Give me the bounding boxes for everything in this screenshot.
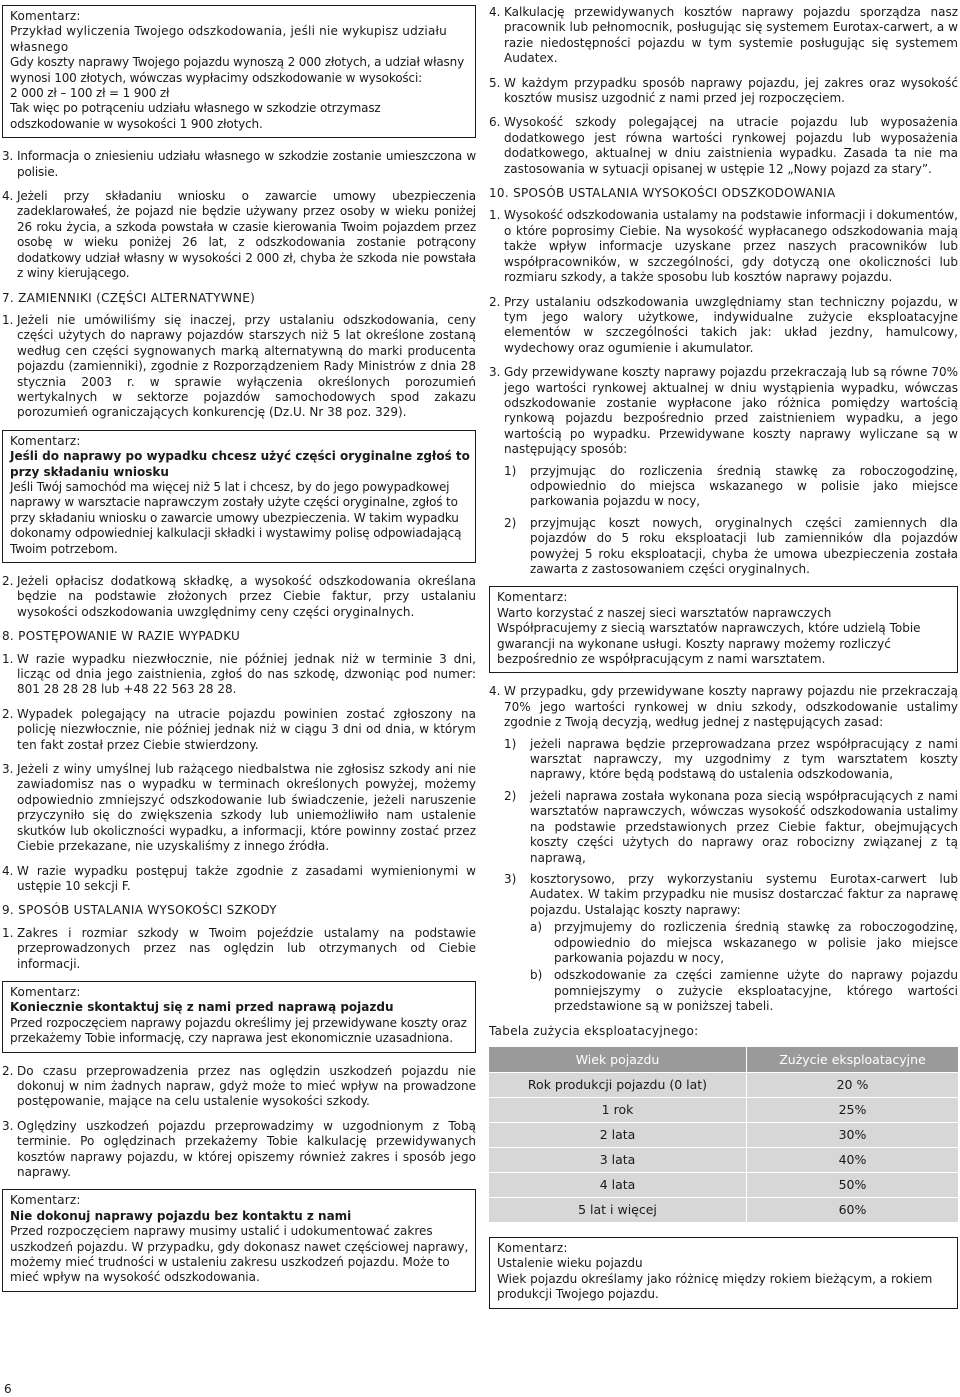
paragraph-number: 2. bbox=[2, 1063, 14, 1078]
comment-text: Współpracujemy z siecią warsztatów naprawczych, które udzielą Tobie gwarancji na wykonane usługi. Koszty naprawy możemy rozliczyć bezpośrednio ze współpracującym z nami warsztatem. bbox=[497, 621, 921, 667]
table-cell: 40% bbox=[747, 1147, 959, 1172]
numbered-paragraph bbox=[489, 365, 958, 577]
sub-item bbox=[504, 737, 958, 783]
paragraph-number: 4. bbox=[2, 189, 14, 204]
paragraph-body bbox=[504, 684, 958, 1014]
paragraph-text: Jeżeli z winy umyślnej lub rażącego niedbalstwa nie zgłosisz szkody ani nie zawiadomisz nas o wypadku w terminach określonych powyżej, możemy odpowiednio zmniejszyć odszkodowanie lub świadczenie, jeżeli naruszenie przyczyniło się do zwiększenia szkody lub uniemożliwiło nam ustalenie skutków lub okoliczności wypadku, a informacji, które powinny zostać przez Ciebie przekazane, nie uzyskaliśmy z innego źródła. bbox=[17, 762, 476, 854]
paragraph-number: 1. bbox=[2, 651, 14, 666]
paragraph-text: Wypadek polegający na utracie pojazdu powinien zostać zgłoszony na policję niezwłocznie, nie później jednak niż w ciągu 3 dni od dnia, w którym ten fakt został przez Ciebie stwierdzony. bbox=[17, 706, 476, 752]
numbered-paragraph bbox=[489, 76, 958, 107]
numbered-paragraph bbox=[2, 574, 476, 620]
paragraph-text: W razie wypadku postępuj także zgodnie z zasadami wymienionymi w ustępie 10 sekcji F. bbox=[17, 863, 476, 893]
table-cell: Rok produkcji pojazdu (0 lat) bbox=[489, 1072, 747, 1097]
sub-item-number: 3) bbox=[504, 871, 517, 886]
table-row bbox=[489, 1147, 958, 1172]
numbered-paragraph bbox=[2, 1119, 476, 1181]
paragraph-text: Zakres i rozmiar szkody w Twoim pojeździe ustalamy na podstawie przeprowadzonych przez nas oględzin lub otrzymanych od Ciebie informacji. bbox=[17, 925, 476, 971]
comment-label: Komentarz: bbox=[10, 1193, 81, 1208]
paragraph-number: 2. bbox=[2, 574, 14, 588]
comment-title: Ustalenie wieku pojazdu bbox=[497, 1256, 643, 1271]
table-cell: 1 rok bbox=[489, 1097, 747, 1122]
paragraph-number: 4. bbox=[489, 5, 501, 19]
paragraph-text: Do czasu przeprowadzenia przez nas oględzin uszkodzeń pojazdu nie dokonuj w nim żadnych napraw, gdyż może to mieć wpływ na prowadzone postępowanie, mające na celu ustalenie wysokości szkody. bbox=[17, 1063, 476, 1109]
comment-text: Przed rozpoczęciem naprawy pojazdu określimy jej przewidywane koszty oraz przekażemy Tobie informację, czy naprawa jest ekonomicznie uzasadniona. bbox=[10, 1015, 467, 1046]
paragraph-text: Jeżeli nie umówiliśmy się inaczej, przy ustalaniu odszkodowania, ceny części użytych do naprawy pojazdów starszych niż 5 lat określone zostaną według cen części sygnowanych marką alternatywną do marki producenta pojazdu (zamienniki), zgodnie z Rozporządzeniem Rady Ministrów z dnia 28 stycznia 2003 r. w sprawie wyłączenia określonych porozumień wertykalnych w sektorze pojazdów samochodowych spod zakazu porozumień ograniczających konkurencję (Dz.U. Nr 38 poz. 329). bbox=[17, 312, 476, 420]
table-row bbox=[489, 1122, 958, 1147]
sub-item-text: jeżeli naprawa będzie przeprowadzana przez współpracujący z nami warsztat naprawczy, my uzgodnimy z tym warsztatem koszty naprawy, które będą podstawą do ustalenia odszkodowania, bbox=[530, 736, 958, 782]
table-row bbox=[489, 1172, 958, 1197]
comment-title: Warto korzystać z naszej sieci warsztatów naprawczych bbox=[497, 605, 832, 620]
table-cell: 20 % bbox=[747, 1072, 959, 1097]
paragraph-text: Informacja o zniesieniu udziału własnego w szkodzie zostanie umieszczona w polisie. bbox=[17, 149, 476, 179]
comment-box-example bbox=[2, 5, 476, 138]
left-column bbox=[2, 5, 476, 1303]
numbered-paragraph bbox=[2, 707, 476, 753]
comment-text: Przed rozpoczęciem naprawy musimy ustalić i udokumentować zakres uszkodzeń pojazdu. W przypadku, gdy dokonasz nawet częściowej naprawy, możemy mieć trudności w ustaleniu zakresu uszkodzeń pojazdu. Może to mieć wpływ na wysokość odszkodowania. bbox=[10, 1224, 469, 1285]
numbered-paragraph bbox=[2, 313, 476, 421]
paragraph-number: 3. bbox=[2, 1118, 14, 1133]
paragraph-text: Kalkulację przewidywanych kosztów naprawy pojazdu sporządza nasz pracownik lub pełnomocnik, posługując się systemem Eurotax-carwert, a w razie niedostępności pojazdu w tym systemie posługując się systemem Audatex. bbox=[504, 5, 958, 66]
comment-text: Tak więc po potrąceniu udziału własnego w szkodzie otrzymasz odszkodowanie w wysokości 1 900 złotych. bbox=[10, 101, 381, 131]
sub-sub-item-text: odszkodowanie za części zamienne użyte do naprawy pojazdu pomniejszymy o zużycie eksploatacyjne, którego wartości przedstawione są w poniższej tabeli. bbox=[554, 968, 958, 1014]
table-row bbox=[489, 1072, 958, 1097]
numbered-paragraph bbox=[2, 864, 476, 895]
paragraph-number: 1. bbox=[2, 925, 14, 940]
comment-label: Komentarz: bbox=[10, 984, 81, 999]
sub-item-text: przyjmując do rozliczenia średnią stawkę za roboczogodzinę, odpowiednio do miejsca wskazanego w polisie jako miejsce parkowania pojazdu w nocy, bbox=[530, 463, 958, 509]
comment-box-contact-before-repair bbox=[2, 981, 476, 1053]
comment-box-original-parts bbox=[2, 430, 476, 563]
numbered-paragraph bbox=[2, 189, 476, 281]
sub-item-number: 1) bbox=[504, 463, 517, 478]
section-heading-8: 8. POSTĘPOWANIE W RAZIE WYPADKU bbox=[2, 629, 241, 644]
table-cell: 5 lat i więcej bbox=[489, 1197, 747, 1222]
numbered-paragraph bbox=[489, 115, 958, 177]
paragraph-number: 5. bbox=[489, 75, 501, 90]
table-header: Wiek pojazdu bbox=[489, 1047, 747, 1073]
sub-item-text: przyjmując koszt nowych, oryginalnych części zamiennych dla pojazdów do 5 roku eksploatacji lub zamienników dla pojazdów powyżej 5 roku eksploatacji, chyba że umowa ubezpieczenia została zawarta z zastosowaniem części oryginalnych. bbox=[530, 515, 958, 576]
paragraph-text: W każdym przypadku sposób naprawy pojazdu, jej zakres oraz wysokość kosztów musisz uzgodnić z nami przed jej rozpoczęciem. bbox=[504, 75, 958, 106]
numbered-paragraph bbox=[2, 926, 476, 972]
comment-title: Przykład wyliczenia Twojego odszkodowania, jeśli nie wykupisz udziału własnego bbox=[10, 24, 447, 54]
section-heading-7: 7. ZAMIENNIKI (CZĘŚCI ALTERNATYWNE) bbox=[2, 290, 256, 305]
comment-box-vehicle-age bbox=[489, 1237, 958, 1309]
paragraph-number: 3. bbox=[2, 762, 14, 777]
numbered-paragraph bbox=[489, 5, 958, 67]
numbered-paragraph bbox=[2, 149, 476, 180]
table-cell: 60% bbox=[747, 1197, 959, 1222]
table-row bbox=[489, 1097, 958, 1122]
comment-label: Komentarz: bbox=[10, 433, 81, 448]
comment-title: Koniecznie skontaktuj się z nami przed naprawą pojazdu bbox=[10, 1000, 394, 1015]
numbered-paragraph bbox=[2, 652, 476, 698]
table-cell: 2 lata bbox=[489, 1122, 747, 1147]
table-row bbox=[489, 1197, 958, 1222]
paragraph-number: 4. bbox=[2, 863, 14, 878]
paragraph-text: Oględziny uszkodzeń pojazdu przeprowadzimy w uzgodnionym z Tobą terminie. Po oględzinach przekażemy Tobie kalkulację przewidywanych kosztów naprawy pojazdu, w której opiszemy również zakres i sposób jego naprawy. bbox=[17, 1118, 476, 1179]
sub-item-body bbox=[530, 872, 958, 1015]
paragraph-text: Gdy przewidywane koszty naprawy pojazdu przekraczają lub są równe 70% jego wartości rynkowej aktualnej w dniu wystąpienia wypadku, wówczas odszkodowanie zostanie wypłacone jako różnica pomiędzy wartością rynkową pojazdu bezpośrednio przed zaistnieniem wypadku, a jego wartością po wypadku. Przewidywane koszty naprawy wyliczane są w następujący sposób: bbox=[504, 365, 958, 457]
paragraph-number: 3. bbox=[2, 149, 14, 164]
paragraph-text: Jeżeli opłacisz dodatkową składkę, a wysokość odszkodowania określana będzie na podstawie złożonych przez Ciebie faktur, przy ustalaniu wysokości odszkodowania uwzględnimy ceny części oryginalnych. bbox=[17, 574, 476, 619]
numbered-paragraph bbox=[2, 1064, 476, 1110]
sub-sub-item-text: przyjmujemy do rozliczenia średnią stawkę za roboczogodzinę, odpowiednio do miejsca wskazanego w polisie jako miejsce parkowania pojazdu w nocy, bbox=[554, 920, 958, 965]
section-heading-10: 10. SPOSÓB USTALANIA WYSOKOŚCI ODSZKODOWANIA bbox=[489, 186, 836, 201]
paragraph-text: Wysokość szkody polegającej na utracie pojazdu lub wyposażenia dodatkowego jest równa wartości rynkowej pojazdu lub wyposażenia dodatkowego, aktualnej w dniu zaistnienia wypadku. Zasada ta nie ma zastosowania w sytuacji opisanej w ustępie 12 „Nowy pojazd za stary”. bbox=[504, 115, 958, 176]
page-number: 6 bbox=[4, 1382, 12, 1396]
table-cell: 4 lata bbox=[489, 1172, 747, 1197]
paragraph-text: W przypadku, gdy przewidywane koszty naprawy pojazdu nie przekraczają 70% jego wartości rynkowej w dniu szkody, odszkodowanie ustalimy zgodnie z Twoją decyzją, według jednej z następujących zasad: bbox=[504, 684, 958, 730]
paragraph-number: 3. bbox=[489, 365, 501, 380]
comment-label: Komentarz: bbox=[497, 1240, 568, 1255]
sub-item bbox=[504, 464, 958, 510]
table-cell: 3 lata bbox=[489, 1147, 747, 1172]
sub-sub-item-letter: a) bbox=[530, 920, 543, 935]
sub-item-text: kosztorysowo, przy wykorzystaniu systemu Eurotax-carwert lub Audatex. W takim przypadku nie musisz dostarczać faktur za naprawę pojazdu. Ustalając koszty naprawy: bbox=[530, 871, 958, 917]
table-header-row bbox=[489, 1047, 958, 1073]
numbered-paragraph bbox=[489, 208, 958, 285]
table-cell: 50% bbox=[747, 1172, 959, 1197]
paragraph-number: 2. bbox=[2, 706, 14, 721]
sub-item-number: 2) bbox=[504, 515, 517, 530]
section-heading-9: 9. SPOSÓB USTALANIA WYSOKOŚCI SZKODY bbox=[2, 903, 277, 918]
paragraph-text: Jeżeli przy składaniu wniosku o zawarcie umowy ubezpieczenia zadeklarowałeś, że pojazd nie będzie używany przez osoby w wieku poniżej 26 roku życia, a szkoda powstała w czasie kierowania Twoim pojazdem przez osobę w wieku poniżej 26 lat, z odszkodowania zostanie potrącony dodatkowy udział własny w wysokości 2 000 zł, chyba że szkoda nie powstała z winy kierującego. bbox=[17, 189, 476, 281]
comment-text: 2 000 zł – 100 zł = 1 900 zł bbox=[10, 86, 170, 101]
sub-item-number: 1) bbox=[504, 736, 517, 751]
sub-sub-item bbox=[530, 920, 958, 966]
sub-item bbox=[504, 872, 958, 1015]
comment-title: Jeśli do naprawy po wypadku chcesz użyć części oryginalne zgłoś to przy składaniu wniosku bbox=[10, 449, 470, 479]
table-header: Zużycie eksploatacyjne bbox=[747, 1047, 959, 1073]
paragraph-body bbox=[504, 365, 958, 577]
sub-item bbox=[504, 789, 958, 866]
numbered-paragraph bbox=[489, 684, 958, 1014]
comment-box-no-repair-without-contact bbox=[2, 1189, 476, 1291]
paragraph-number: 1. bbox=[489, 208, 501, 223]
comment-label: Komentarz: bbox=[10, 9, 81, 23]
comment-label: Komentarz: bbox=[497, 590, 568, 605]
paragraph-number: 2. bbox=[489, 294, 501, 309]
table-cell: 30% bbox=[747, 1122, 959, 1147]
comment-text: Wiek pojazdu określamy jako różnicę między rokiem bieżącym, a rokiem produkcji Twojego pojazdu. bbox=[497, 1271, 933, 1302]
paragraph-text: W razie wypadku niezwłocznie, nie później jednak niż w terminie 3 dni, licząc od dnia jego zaistnienia, zgłoś do nas szkodę, dzwoniąc pod numer: 801 28 28 28 lub +48 22 563 28 28. bbox=[17, 651, 476, 697]
comment-text: Jeśli Twój samochód ma więcej niż 5 lat i chcesz, by do jego powypadkowej naprawy w warsztacie naprawczym zostały użyte części oryginalne, zgłoś to przy składaniu wniosku o zawarcie umowy ubezpieczenia. W takim wypadku dokonamy odpowiedniej kalkulacji składki i wystawimy polisę odpowiadającą Twoim potrzebom. bbox=[10, 479, 462, 556]
sub-item-number: 2) bbox=[504, 788, 517, 803]
paragraph-text: Przy ustalaniu odszkodowania uwzględniamy stan techniczny pojazdu, w tym jego walory użytkowe, indywidualne zużycie eksploatacyjne elementów w szczególności takich jak: układ jezdny, hamulcowy, wydechowy oraz ogumienie i akumulator. bbox=[504, 294, 958, 355]
paragraph-number: 4. bbox=[489, 684, 501, 699]
comment-title: Nie dokonuj naprawy pojazdu bez kontaktu z nami bbox=[10, 1208, 352, 1223]
sub-item bbox=[504, 516, 958, 578]
sub-sub-item-letter: b) bbox=[530, 968, 543, 983]
numbered-paragraph bbox=[2, 762, 476, 854]
right-column bbox=[489, 5, 958, 1320]
paragraph-number: 6. bbox=[489, 115, 501, 130]
wear-table bbox=[489, 1047, 958, 1223]
comment-box-workshop-network bbox=[489, 586, 958, 673]
paragraph-text: Wysokość odszkodowania ustalamy na podstawie informacji i dokumentów, o które poprosimy Ciebie. Na wysokość wypłacanego odszkodowania mają także wpływ informacje uzyskane przez naszych pracowników lub współpracowników, w szczególności, gdy dotyczą one okoliczności lub rozmiaru szkody, a także sposobu lub kosztów naprawy pojazdu. bbox=[504, 208, 958, 285]
sub-item-text: jeżeli naprawa została wykonana poza siecią współpracujących z nami warsztatów naprawczych, wówczas wysokość odszkodowania ustalimy na podstawie przedstawionych przez Ciebie faktur, obejmujących koszty części użytych do naprawy oraz robocizny związanej z tą naprawą, bbox=[530, 788, 958, 865]
numbered-paragraph bbox=[489, 295, 958, 357]
comment-text: Gdy koszty naprawy Twojego pojazdu wynoszą 2 000 złotych, a udział własny wynosi 100 złotych, wówczas wypłacimy odszkodowanie w wysokości: bbox=[10, 55, 465, 85]
paragraph-number: 1. bbox=[2, 312, 14, 327]
table-cell: 25% bbox=[747, 1097, 959, 1122]
table-caption: Tabela zużycia eksploatacyjnego: bbox=[489, 1023, 699, 1038]
sub-sub-item bbox=[530, 968, 958, 1014]
